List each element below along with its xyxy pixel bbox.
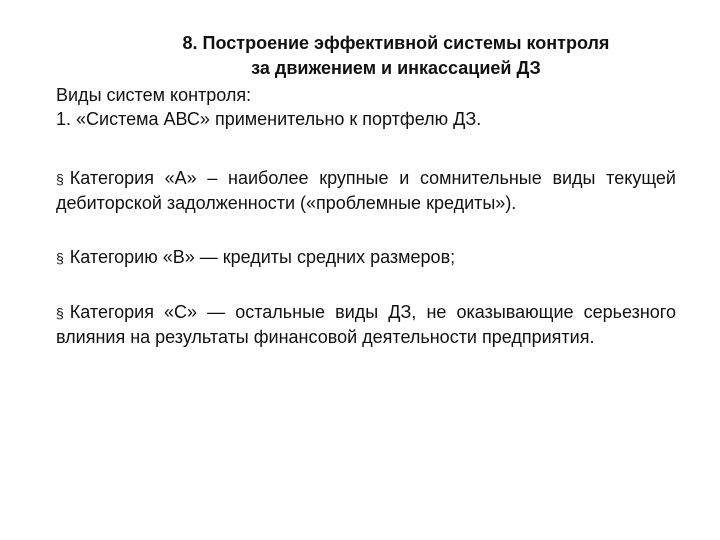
bullet-icon: §	[56, 305, 64, 321]
bullet-text: Категорию «В» — кредиты средних размеров;	[69, 247, 456, 267]
bullet-text: Категория «А» – наиболее крупные и сомнительные виды текущей дебиторской задолженности («проблемные кредиты»).	[56, 168, 676, 213]
bullet-text: Категория «С» — остальные виды ДЗ, не оказывающие серьезного влияния на результаты финансовой деятельности предприятия.	[56, 302, 676, 347]
slide-title-line-2: за движением и инкассацией ДЗ	[251, 58, 541, 78]
bullet-item-category-a	[56, 166, 676, 215]
slide-title	[60, 31, 660, 81]
slide-body	[56, 83, 676, 349]
bullet-icon: §	[56, 171, 64, 187]
intro-text: Виды систем контроля:	[56, 85, 252, 105]
slide-title-line-1: 8. Построение эффективной системы контроля	[182, 33, 610, 53]
list-item-1: 1. «Система АВС» применительно к портфелю ДЗ.	[56, 109, 482, 129]
bullet-item-category-c	[56, 300, 676, 349]
bullet-icon: §	[56, 250, 64, 266]
bullet-item-category-b	[56, 245, 676, 270]
